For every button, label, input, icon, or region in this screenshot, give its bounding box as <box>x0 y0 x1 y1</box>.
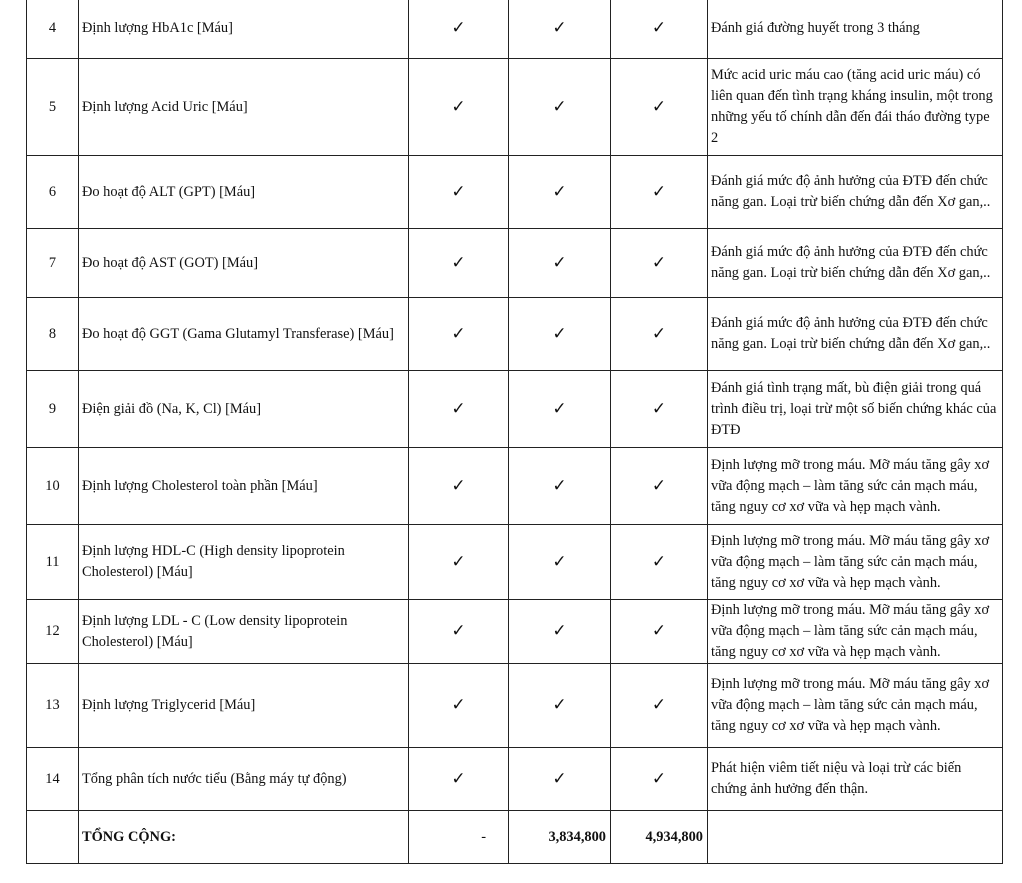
check-icon: ✓ <box>409 0 509 59</box>
check-icon: ✓ <box>509 59 611 156</box>
table-row <box>27 229 1003 298</box>
check-icon: ✓ <box>409 156 509 229</box>
check-icon: ✓ <box>611 664 708 748</box>
row-number: 10 <box>27 448 79 525</box>
test-name: Định lượng Acid Uric [Máu] <box>79 59 409 156</box>
check-icon: ✓ <box>509 229 611 298</box>
check-icon: ✓ <box>611 371 708 448</box>
table-row <box>27 525 1003 600</box>
check-icon: ✓ <box>509 0 611 59</box>
check-icon: ✓ <box>611 229 708 298</box>
check-icon: ✓ <box>409 448 509 525</box>
row-number: 8 <box>27 298 79 371</box>
check-icon: ✓ <box>611 59 708 156</box>
table-row <box>27 0 1003 59</box>
check-icon: ✓ <box>509 298 611 371</box>
row-number: 14 <box>27 748 79 811</box>
check-icon: ✓ <box>409 664 509 748</box>
total-number-cell <box>27 811 79 864</box>
row-number: 5 <box>27 59 79 156</box>
check-icon: ✓ <box>509 371 611 448</box>
check-icon: ✓ <box>509 156 611 229</box>
test-name: Định lượng Cholesterol toàn phần [Máu] <box>79 448 409 525</box>
check-icon: ✓ <box>611 600 708 664</box>
check-icon: ✓ <box>611 156 708 229</box>
test-note: Đánh giá mức độ ảnh hưởng của ĐTĐ đến chức năng gan. Loại trừ biến chứng dẫn đến Xơ gan,.. <box>708 229 1003 298</box>
table-row <box>27 448 1003 525</box>
test-note: Định lượng mỡ trong máu. Mỡ máu tăng gây xơ vữa động mạch – làm tăng sức cản mạch máu, tăng nguy cơ xơ vữa và hẹp mạch vành. <box>708 525 1003 600</box>
test-name: Định lượng LDL - C (Low density lipoprotein Cholesterol) [Máu] <box>79 600 409 664</box>
test-note: Định lượng mỡ trong máu. Mỡ máu tăng gây xơ vữa động mạch – làm tăng sức cản mạch máu, tăng nguy cơ xơ vữa và hẹp mạch vành. <box>708 600 1003 664</box>
row-number: 4 <box>27 0 79 59</box>
check-icon: ✓ <box>509 664 611 748</box>
table-row <box>27 156 1003 229</box>
row-number: 7 <box>27 229 79 298</box>
total-col1-value: - <box>409 811 509 864</box>
test-note: Đánh giá đường huyết trong 3 tháng <box>708 0 1003 59</box>
test-name: Định lượng Triglycerid [Máu] <box>79 664 409 748</box>
row-number: 11 <box>27 525 79 600</box>
test-note: Mức acid uric máu cao (tăng acid uric máu) có liên quan đến tình trạng kháng insulin, một trong những yếu tố chính dẫn đến đái tháo đường type 2 <box>708 59 1003 156</box>
total-col2-value: 3,834,800 <box>509 811 611 864</box>
table-row <box>27 371 1003 448</box>
check-icon: ✓ <box>611 525 708 600</box>
test-note: Đánh giá mức độ ảnh hưởng của ĐTĐ đến chức năng gan. Loại trừ biến chứng dẫn đến Xơ gan,.. <box>708 298 1003 371</box>
check-icon: ✓ <box>409 298 509 371</box>
check-icon: ✓ <box>509 600 611 664</box>
test-price-table <box>26 0 1003 864</box>
table-body <box>27 0 1003 864</box>
test-note: Định lượng mỡ trong máu. Mỡ máu tăng gây xơ vữa động mạch – làm tăng sức cản mạch máu, tăng nguy cơ xơ vữa và hẹp mạch vành. <box>708 664 1003 748</box>
check-icon: ✓ <box>409 229 509 298</box>
test-note: Phát hiện viêm tiết niệu và loại trừ các biến chứng ảnh hưởng đến thận. <box>708 748 1003 811</box>
check-icon: ✓ <box>611 0 708 59</box>
total-col3-value: 4,934,800 <box>611 811 708 864</box>
total-note-cell <box>708 811 1003 864</box>
test-name: Đo hoạt độ GGT (Gama Glutamyl Transferase) [Máu] <box>79 298 409 371</box>
row-number: 12 <box>27 600 79 664</box>
total-row <box>27 811 1003 864</box>
check-icon: ✓ <box>611 448 708 525</box>
check-icon: ✓ <box>409 59 509 156</box>
test-name: Điện giải đồ (Na, K, Cl) [Máu] <box>79 371 409 448</box>
check-icon: ✓ <box>409 371 509 448</box>
test-name: Đo hoạt độ ALT (GPT) [Máu] <box>79 156 409 229</box>
table-row <box>27 600 1003 664</box>
test-note: Đánh giá tình trạng mất, bù điện giải trong quá trình điều trị, loại trừ một số biến chứng khác của ĐTĐ <box>708 371 1003 448</box>
check-icon: ✓ <box>509 525 611 600</box>
test-name: Tổng phân tích nước tiểu (Bằng máy tự động) <box>79 748 409 811</box>
row-number: 9 <box>27 371 79 448</box>
row-number: 6 <box>27 156 79 229</box>
table-row <box>27 59 1003 156</box>
test-note: Định lượng mỡ trong máu. Mỡ máu tăng gây xơ vữa động mạch – làm tăng sức cản mạch máu, tăng nguy cơ xơ vữa và hẹp mạch vành. <box>708 448 1003 525</box>
test-name: Định lượng HbA1c [Máu] <box>79 0 409 59</box>
check-icon: ✓ <box>409 525 509 600</box>
row-number: 13 <box>27 664 79 748</box>
check-icon: ✓ <box>611 748 708 811</box>
check-icon: ✓ <box>611 298 708 371</box>
table-row <box>27 748 1003 811</box>
test-note: Đánh giá mức độ ảnh hưởng của ĐTĐ đến chức năng gan. Loại trừ biến chứng dẫn đến Xơ gan,.. <box>708 156 1003 229</box>
test-name: Định lượng HDL-C (High density lipoprotein Cholesterol) [Máu] <box>79 525 409 600</box>
table-row <box>27 298 1003 371</box>
check-icon: ✓ <box>509 748 611 811</box>
test-name: Đo hoạt độ AST (GOT) [Máu] <box>79 229 409 298</box>
table-row <box>27 664 1003 748</box>
check-icon: ✓ <box>409 748 509 811</box>
total-label: TỔNG CỘNG: <box>79 811 409 864</box>
check-icon: ✓ <box>409 600 509 664</box>
check-icon: ✓ <box>509 448 611 525</box>
